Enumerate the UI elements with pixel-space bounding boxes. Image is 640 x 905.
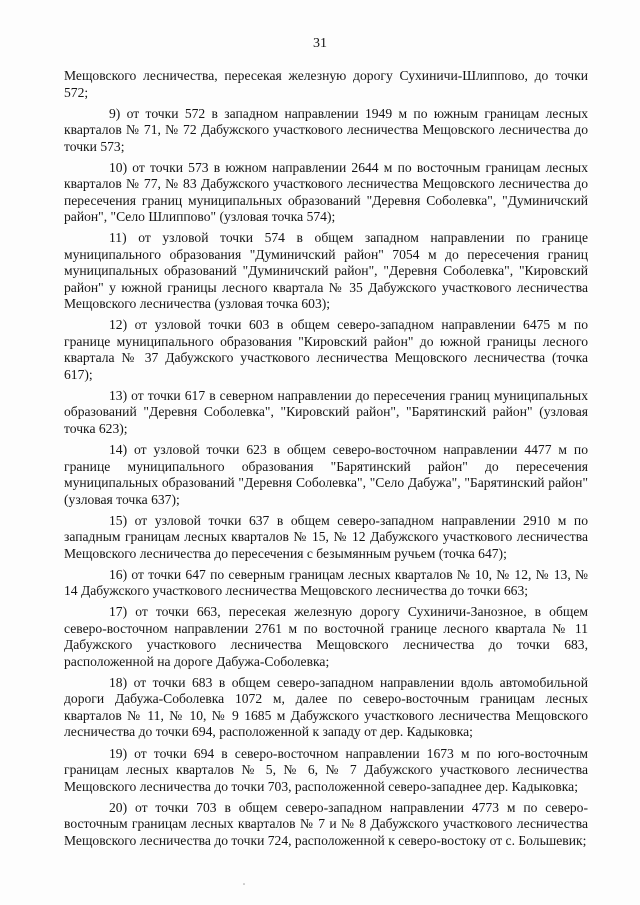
paragraph-item-12: 12) от узловой точки 603 в общем северо-западном направлении 6475 м по границе муниципального образования "Кировский район" до южной границы лесного квартала № 37 Дабужского участкового лесничества Мещовского лесничества (точка 617);	[64, 317, 588, 382]
paragraph-item-20: 20) от точки 703 в общем северо-западном направлении 4773 м по северо-восточным границам лесных кварталов № 7 и № 8 Дабужского участкового лесничества Мещовского лесничества до точки 724, расположенной к северо-востоку от с. Большевик;	[64, 799, 588, 848]
paragraph-item-16: 16) от точки 647 по северным границам лесных кварталов № 10, № 12, № 13, № 14 Дабужского участкового лесничества Мещовского лесничества до точки 663;	[64, 566, 588, 599]
page-number: 31	[313, 36, 327, 51]
paragraph-item-14: 14) от узловой точки 623 в общем северо-восточном направлении 4477 м по границе муниципального образования "Барятинский район" до пересечения муниципальных образований "Деревня Соболевка", "Село Дабужа", "Барятинский район" (узловая точка 637);	[64, 442, 588, 507]
scan-speck	[243, 883, 245, 885]
paragraph-item-9: 9) от точки 572 в западном направлении 1949 м по южным границам лесных кварталов № 71, № 72 Дабужского участкового лесничества Мещовского лесничества до точки 573;	[64, 105, 588, 154]
paragraph-continuation: Мещовского лесничества, пересекая железную дорогу Сухиничи-Шлиппово, до точки 572;	[64, 68, 588, 100]
paragraph-item-13: 13) от точки 617 в северном направлении до пересечения границ муниципальных образований "Деревня Соболевка", "Кировский район", "Барятинский район" (узловая точка 623);	[64, 387, 588, 436]
paragraph-item-15: 15) от узловой точки 637 в общем северо-западном направлении 2910 м по западным границам лесных кварталов № 15, № 12 Дабужского участкового лесничества Мещовского лесничества до пересечения с безымянным ручьем (точка 647);	[64, 512, 588, 561]
paragraph-item-19: 19) от точки 694 в северо-восточном направлении 1673 м по юго-восточным границам лесных кварталов № 5, № 6, № 7 Дабужского участкового лесничества Мещовского лесничества до точки 703, расположенной северо-западнее дер. Кадыковка;	[64, 745, 588, 794]
document-body	[64, 68, 588, 849]
paragraph-item-10: 10) от точки 573 в южном направлении 2644 м по восточным границам лесных кварталов № 77, № 83 Дабужского участкового лесничества Мещовского лесничества до пересечения границ муниципальных образований "Деревня Соболевка", "Думиничский район", "Село Шлиппово" (узловая точка 574);	[64, 159, 588, 225]
paragraph-item-18: 18) от точки 683 в общем северо-западном направлении вдоль автомобильной дороги Дабужа-Соболевка 1072 м, далее по северо-восточным границам лесных кварталов № 11, № 10, № 9 1685 м Дабужского участкового лесничества Мещовского лесничества до точки 694, расположенной к западу от дер. Кадыковка;	[64, 674, 588, 740]
paragraph-item-17: 17) от точки 663, пересекая железную дорогу Сухиничи-Занозное, в общем северо-восточном направлении 2761 м по восточной границе лесного квартала № 11 Дабужского участкового лесничества Мещовского лесничества до точки 683, расположенной на дороге Дабужа-Соболевка;	[64, 604, 588, 669]
paragraph-item-11: 11) от узловой точки 574 в общем западном направлении по границе муниципального образования "Думиничский район" 7054 м до пересечения границ муниципальных образований "Думиничский район", "Деревня Соболевка", "Кировский район" у южной границы лесного квартала № 35 Дабужского участкового лесничества Мещовского лесничества (узловая точка 603);	[64, 230, 588, 312]
